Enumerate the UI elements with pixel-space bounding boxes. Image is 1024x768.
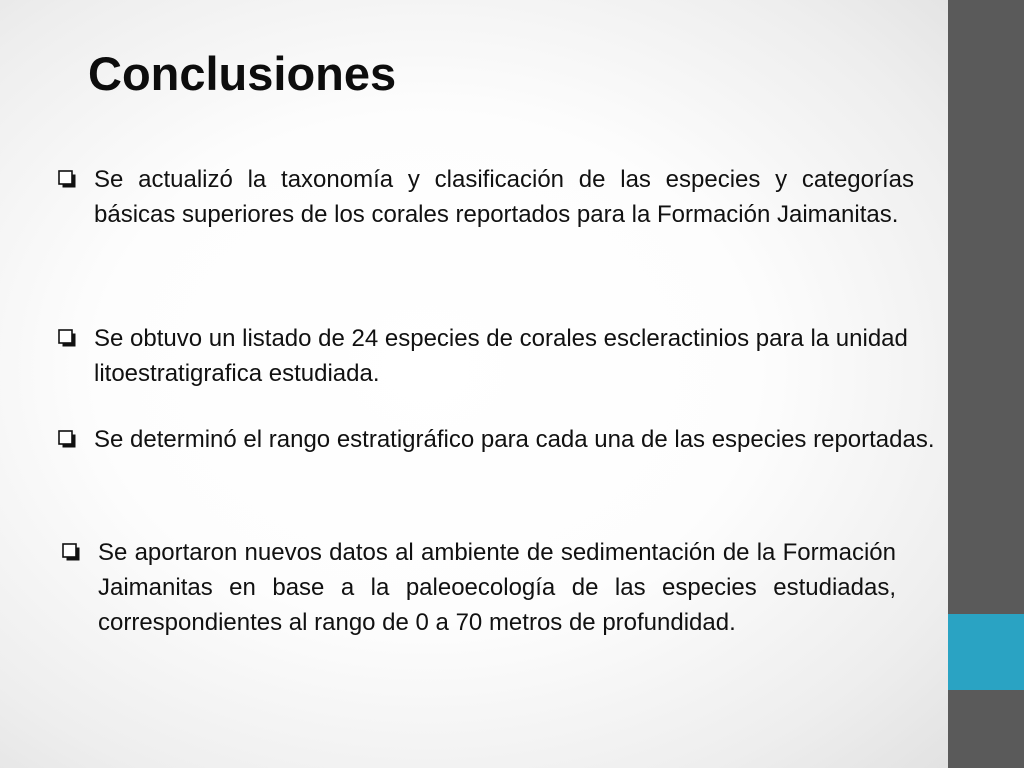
bullet-text-3: Se determinó el rango estratigráfico para cada una de las especies reportadas. [94,426,935,453]
bullet-text-2: Se obtuvo un listado de 24 especies de corales escleractinios para la unidad litoestratigrafica estudiada. [94,325,908,387]
checkbox-icon [58,170,77,189]
bullet-text-4: Se aportaron nuevos datos al ambiente de sedimentación de la Formación Jaimanitas en base a la paleoecología de las especies estudiadas, correspondientes al rango de 0 a 70 metros de profundidad. [98,539,896,636]
bullet-item-3 [58,422,942,457]
checkbox-icon [58,329,77,348]
bullet-item-4 [62,535,896,640]
checkbox-icon [58,430,77,449]
bullet-item-1 [58,162,914,232]
bullet-item-2 [58,321,914,391]
page-title: Conclusiones [88,47,397,100]
checkbox-icon [62,543,81,562]
sidebar-accent-block [948,614,1024,690]
bullet-text-1: Se actualizó la taxonomía y clasificación de las especies y categorías básicas superiores de los corales reportados para la Formación Jaimanitas. [94,166,914,228]
